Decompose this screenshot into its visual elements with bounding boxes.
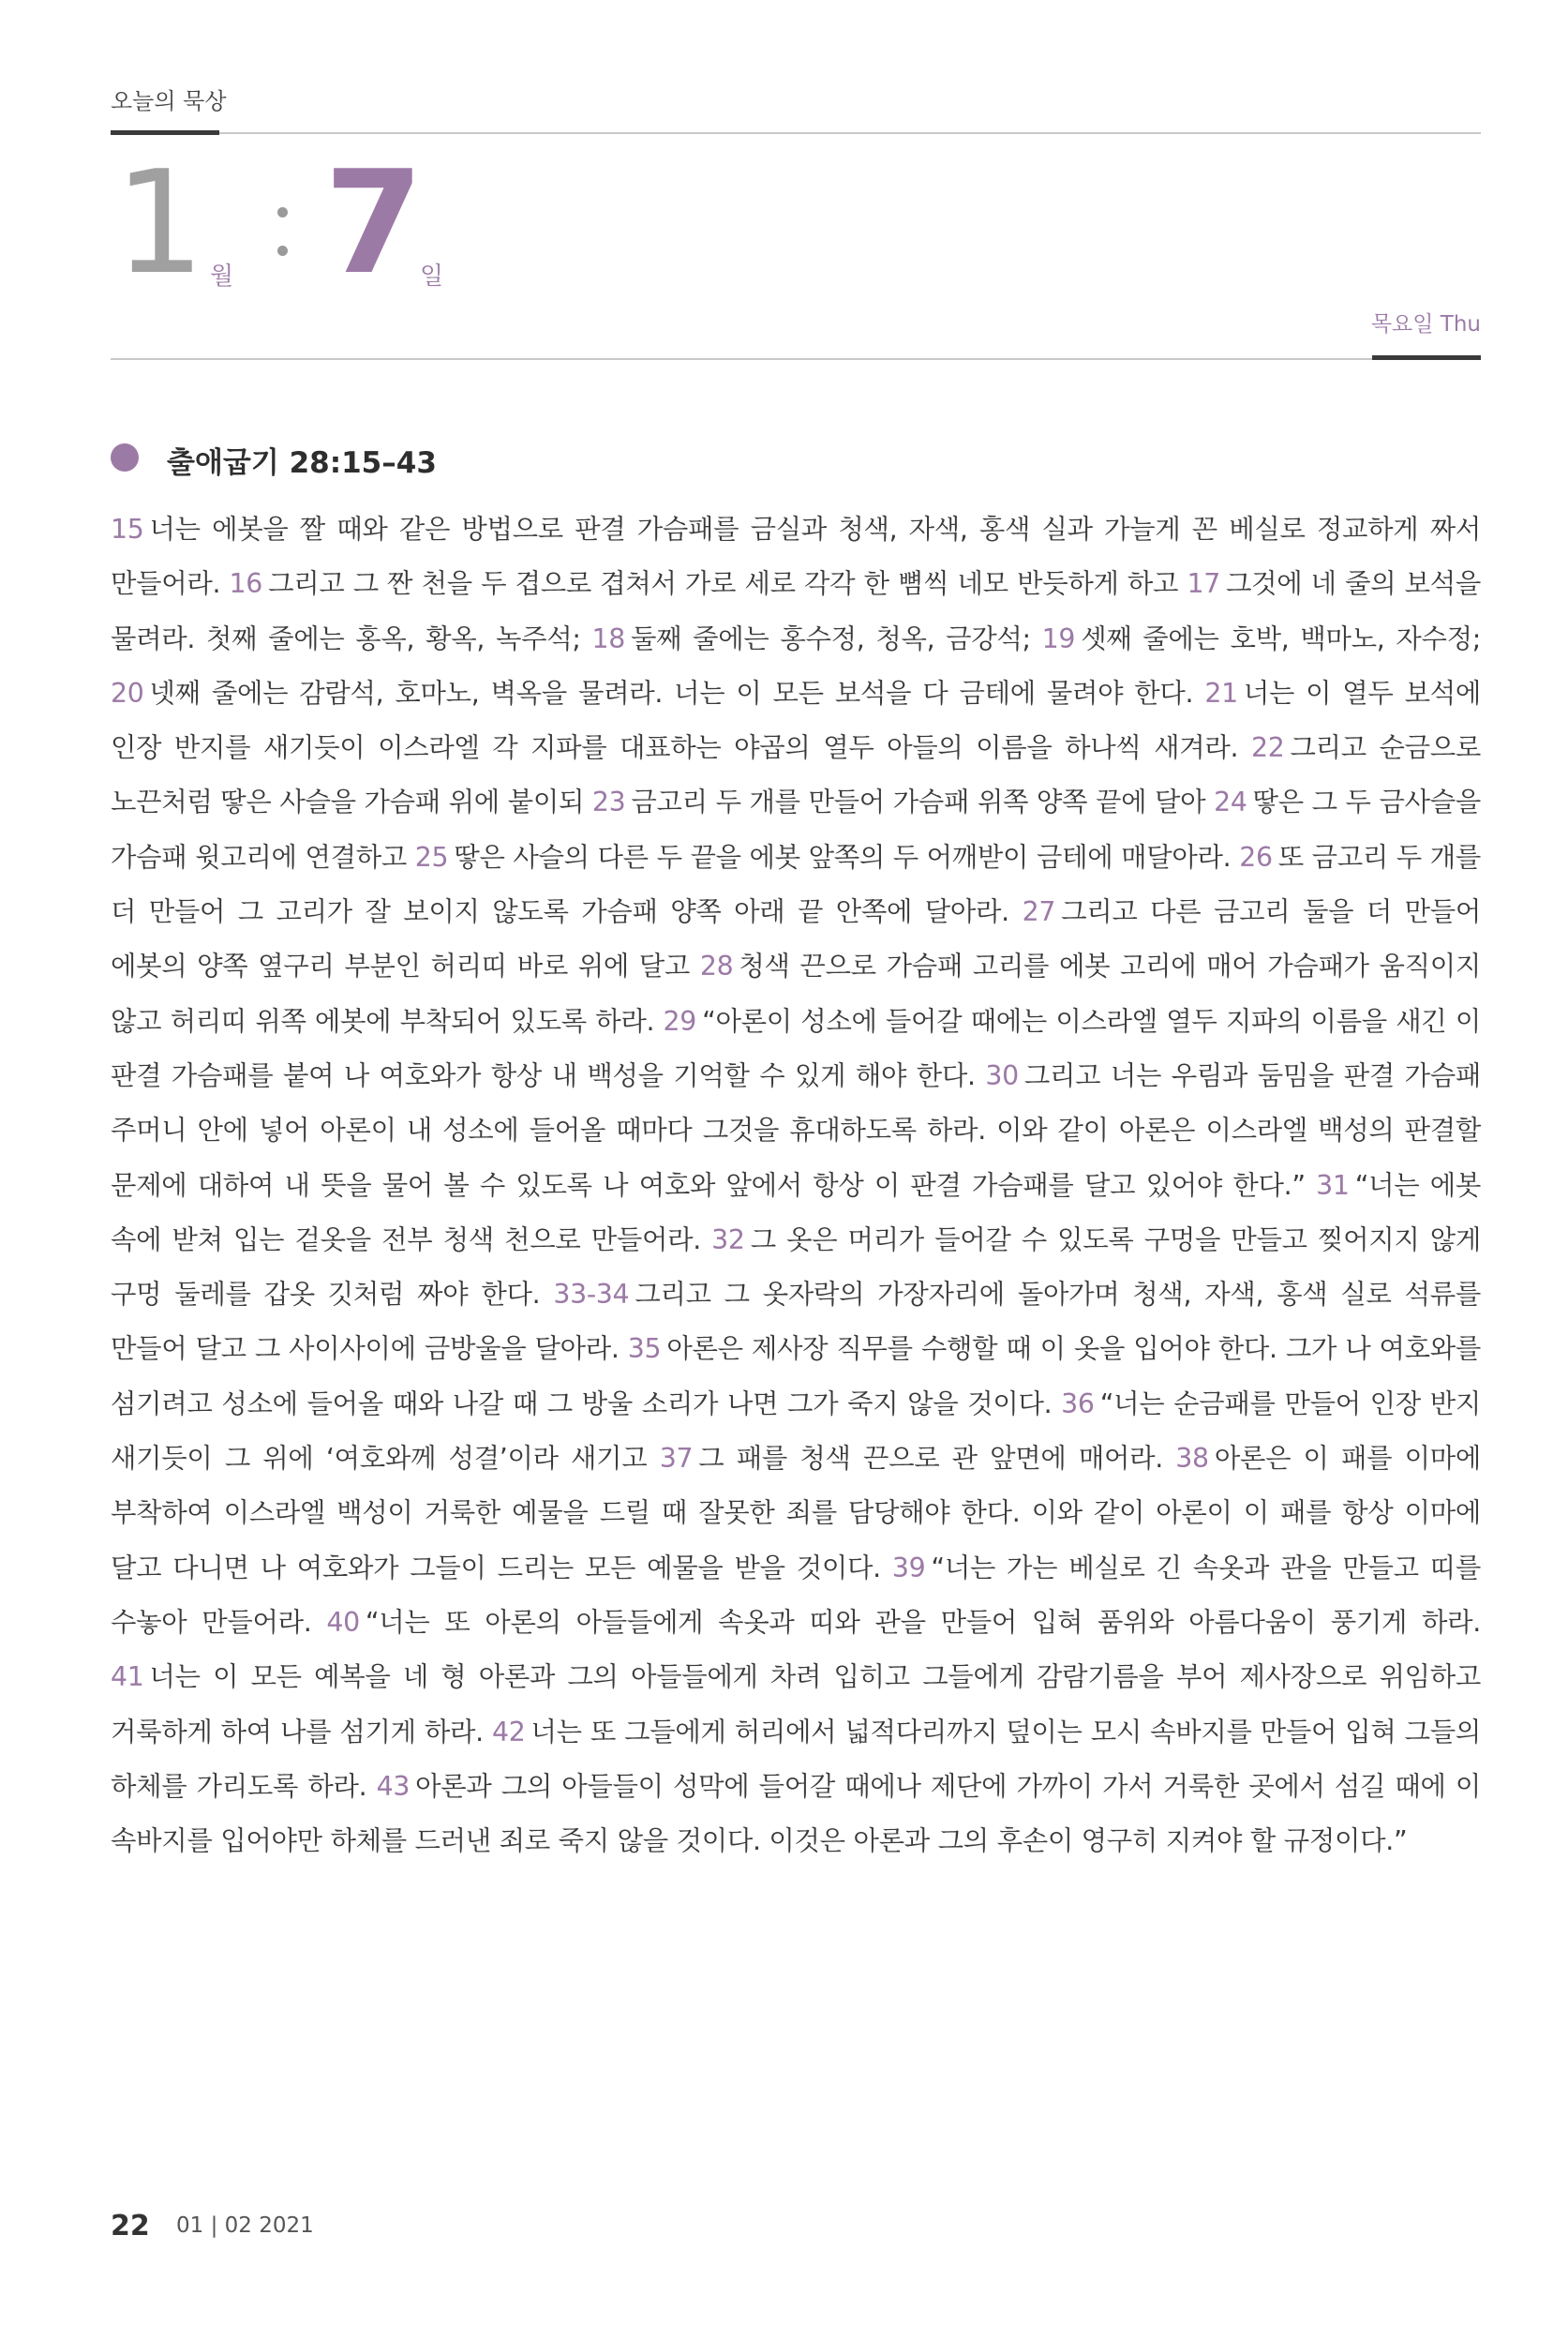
- verse-number: 23: [591, 787, 626, 818]
- verse-text: 너는 에봇을 짤 때와 같은 방법으로 판결 가슴패를 금실과 청색, 자색, 홍색 실과 가늘게 꼰 베실로 정교하게 짜서 만들어라.: [111, 514, 1481, 600]
- date-rule: [111, 358, 1481, 360]
- verse: [326, 1607, 1481, 1638]
- verse-text: 둘째 줄에는 홍수정, 청옥, 금강석;: [631, 622, 1031, 654]
- verse-number: 15: [111, 514, 144, 545]
- verse-number: 35: [627, 1333, 662, 1365]
- verse: [592, 787, 1205, 818]
- verse-number: 27: [1022, 896, 1056, 928]
- verse-number: 33-34: [553, 1279, 630, 1311]
- verse: [591, 623, 1030, 654]
- weekday: 목요일 Thu: [1370, 312, 1481, 337]
- verse-text: 아론은 이 패를 이마에 부착하여 이스라엘 백성이 거룩한 예물을 드릴 때 잘못한 죄를 담당해야 한다. 이와 같이 아론이 이 패를 항상 이마에 달고 다니면 나 여호와가 그들이 드리는 모든 예물을 받을 것이다.: [111, 1443, 1481, 1583]
- verse-number: 29: [663, 1005, 697, 1037]
- verse: [230, 568, 1179, 599]
- verse-text: “너는 가는 베실로 긴 속옷과 관을 만들고 띠를 수놓아 만들어라.: [111, 1552, 1481, 1638]
- verse-number: 28: [699, 951, 734, 982]
- verse-number: 39: [891, 1552, 926, 1583]
- verse-text: 그리고 그 짠 천을 두 겹으로 겹쳐서 가로 세로 각각 한 뼘씩 네모 반듯하게 하고: [268, 568, 1179, 600]
- verse-text: 아론은 제사장 직무를 수행할 때 이 옷을 입어야 한다. 그가 나 여호와를 섬기려고 성소에 들어올 때와 나갈 때 그 방울 소리가 나면 그가 죽지 않을 것이다.: [111, 1333, 1481, 1419]
- verse-text: 너는 이 모든 예복을 네 형 아론과 그의 아들들에게 차려 입히고 그들에게 감람기름을 부어 제사장으로 위임하고 거룩하게 하여 나를 섬기게 하라.: [111, 1661, 1481, 1748]
- verse-number: 22: [1250, 732, 1285, 764]
- verse: [1042, 623, 1481, 654]
- verse-text: “너는 에봇 속에 받쳐 입는 겉옷을 전부 청색 천으로 만들어라.: [111, 1169, 1481, 1255]
- verse-text: 넷째 줄에는 감람석, 호마노, 벽옥을 물려라. 너는 이 모든 보석을 다 금테에 물려야 한다.: [149, 677, 1194, 709]
- month-unit: 월: [210, 262, 234, 291]
- verse-number: 31: [1316, 1169, 1350, 1201]
- verse-text: 그리고 그 옷자락의 가장자리에 돌아가며 청색, 자색, 홍색 실로 석류를 만들어 달고 그 사이사이에 금방울을 달아라.: [111, 1279, 1481, 1365]
- verse: [111, 678, 1193, 709]
- verse-text: 그리고 순금으로 노끈처럼 땋은 사슬을 가슴패 위에 붙이되: [111, 732, 1481, 818]
- header-rule: [111, 132, 1481, 134]
- verse-text: 청색 끈으로 가슴패 고리를 에봇 고리에 매어 가슴패가 움직이지 않고 허리띠 위쪽 에봇에 부착되어 있도록 하라.: [111, 951, 1481, 1037]
- verse-text: 그 패를 청색 끈으로 관 앞면에 매어라.: [698, 1443, 1163, 1475]
- scripture-reference: 출애굽기 28:15–43: [167, 446, 437, 480]
- verse-number: 16: [229, 568, 263, 600]
- verse-number: 18: [591, 622, 626, 654]
- verse-number: 38: [1175, 1443, 1209, 1475]
- verse-text: “아론이 성소에 들어갈 때에는 이스라엘 열두 지파의 이름을 새긴 이 판결 가슴패를 붙여 나 여호와가 항상 내 백성을 기억할 수 있게 해야 한다.: [111, 1005, 1481, 1091]
- verse-number: 43: [376, 1770, 411, 1802]
- issue-date: 01 | 02 2021: [176, 2213, 314, 2238]
- verse: [415, 842, 1232, 873]
- verse-number: 25: [414, 841, 449, 873]
- colon-dot-bottom: [277, 246, 288, 256]
- day-unit: 일: [420, 262, 444, 291]
- verse-number: 20: [111, 677, 144, 709]
- verse-text: 셋째 줄에는 호박, 백마노, 자수정;: [1081, 622, 1481, 654]
- verse-text: 금고리 두 개를 만들어 가슴패 위쪽 양쪽 끝에 달아: [631, 787, 1206, 818]
- verse-number: 36: [1061, 1388, 1095, 1419]
- verse-number: 32: [711, 1223, 745, 1255]
- verse-text: 그리고 다른 금고리 둘을 더 만들어 에봇의 양쪽 옆구리 부분인 허리띠 바로 위에 달고: [111, 896, 1481, 982]
- verse-text: “너는 또 아론의 아들들에게 속옷과 띠와 관을 만들어 입혀 품위와 아름다움이 풍기게 하라.: [365, 1606, 1482, 1638]
- verse-text: 너는 또 그들에게 허리에서 넓적다리까지 덮이는 모시 속바지를 만들어 입혀 그들의 하체를 가리도록 하라.: [111, 1716, 1481, 1802]
- verse-number: 19: [1041, 622, 1076, 654]
- verse-text: 땋은 그 두 금사슬을 가슴패 윗고리에 연결하고: [111, 787, 1481, 873]
- verse-text: “너는 순금패를 만들어 인장 반지 새기듯이 그 위에 ‘여호와께 성결’이라 새기고: [111, 1388, 1482, 1475]
- verse-text: 땋은 사슬의 다른 두 끝을 에봇 앞쪽의 두 어깨받이 금테에 매달아라.: [454, 841, 1232, 873]
- header-accent-bar: [111, 130, 219, 135]
- colon-dot-top: [277, 207, 288, 218]
- verse-number: 42: [491, 1716, 526, 1748]
- reference-bullet: [111, 443, 139, 472]
- date-accent-bar: [1372, 355, 1481, 360]
- verse-number: 21: [1204, 677, 1238, 709]
- verse: [660, 1443, 1163, 1474]
- verse-text: 그것에 네 줄의 보석을 물려라. 첫째 줄에는 홍옥, 황옥, 녹주석;: [111, 568, 1482, 654]
- verse-text: 또 금고리 두 개를 더 만들어 그 고리가 잘 보이지 않도록 가슴패 양쪽 아래 끝 안쪽에 달아라.: [111, 841, 1481, 928]
- day-number: 7: [324, 140, 424, 306]
- verse-number: 41: [111, 1661, 144, 1693]
- verse-text: 너는 이 열두 보석에 인장 반지를 새기듯이 이스라엘 각 지파를 대표하는 야곱의 열두 아들의 이름을 하나씩 새겨라.: [111, 677, 1481, 764]
- verse-text: 그 옷은 머리가 들어갈 수 있도록 구멍을 만들고 찢어지지 않게 구멍 둘레를 갑옷 깃처럼 짜야 한다.: [111, 1223, 1481, 1311]
- verse-number: 40: [326, 1606, 360, 1638]
- verse-text: 아론과 그의 아들들이 성막에 들어갈 때에나 제단에 가까이 가서 거룩한 곳에서 섬길 때에 이 속바지를 입어야만 하체를 드러낸 죄로 죽지 않을 것이다. 이것은 아론과 그의 후손이 영구히 지켜야 할 규정이다.”: [111, 1770, 1481, 1857]
- page-number: 22: [111, 2210, 150, 2242]
- verse-text: 그리고 너는 우림과 둠밈을 판결 가슴패 주머니 안에 넣어 아론이 내 성소에 들어올 때마다 그것을 휴대하도록 하라. 이와 같이 아론은 이스라엘 백성의 판결할 문제에 대하여 내 뜻을 물어 볼 수 있도록 나 여호와 앞에서 항상 이 판결 가슴패를 달고 있어야 한다.”: [111, 1059, 1481, 1201]
- verse-number: 30: [985, 1059, 1019, 1091]
- month-number: 1: [114, 140, 205, 306]
- scripture-body: [111, 502, 1481, 1868]
- verse-number: 24: [1214, 787, 1247, 818]
- verse-number: 17: [1187, 568, 1220, 600]
- header-label: 오늘의 묵상: [111, 88, 227, 114]
- verse-number: 37: [659, 1443, 694, 1475]
- verse-number: 26: [1239, 841, 1273, 873]
